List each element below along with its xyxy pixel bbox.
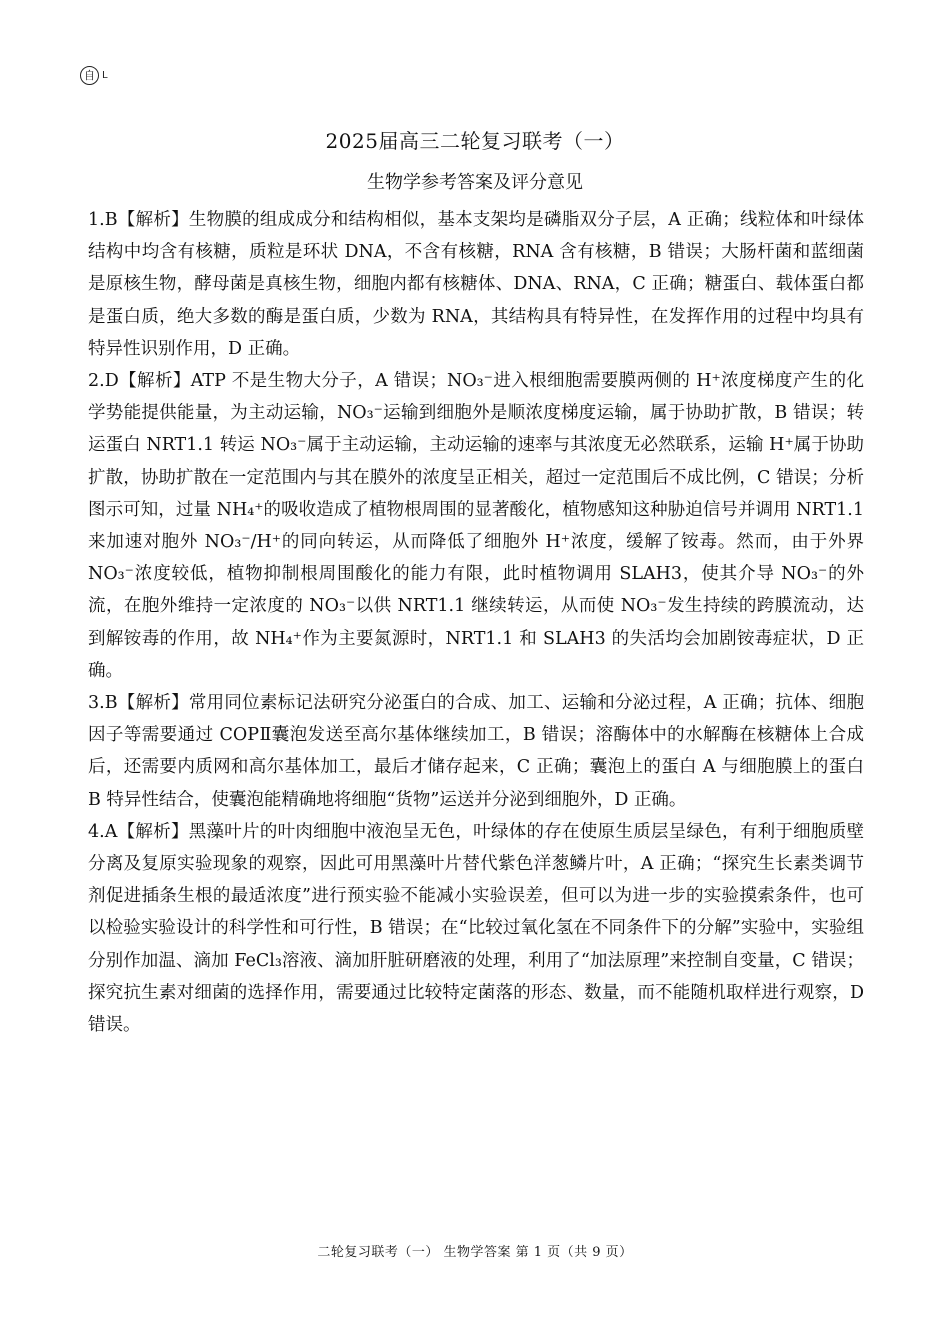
answer-4: 4.A【解析】黑藻叶片的叶肉细胞中液泡呈无色，叶绿体的存在使原生质层呈绿色，有利于细胞质壁分离及复原实验现象的观察，因此可用黑藻叶片替代紫色洋葱鳞片叶，A 正确；“探究生长素类调节剂促进插条生根的最适浓度”进行预实验不能减小实验误差，但可以为进一步的实验摸索条件，也可以检验实验设计的科学性和可行性，B 错误；在“比较过氧化氢在不同条件下的分解”实验中，实验组分别作加温、滴加 FeCl₃溶液、滴加肝脏研磨液的处理，利用了“加法原理”来控制自变量，C 错误；探究抗生素对细菌的选择作用，需要通过比较特定菌落的形态、数量，而不能随机取样进行观察，D 错误。	[88, 821, 864, 1036]
answer-2: 2.D【解析】ATP 不是生物大分子，A 错误；NO₃⁻进入根细胞需要膜两侧的 H⁺浓度梯度产生的化学势能提供能量，为主动运输，NO₃⁻运输到细胞外是顺浓度梯度运输，属于协助扩散，B 错误；转运蛋白 NRT1.1 转运 NO₃⁻属于主动运输，主动运输的速率与其浓度无必然联系，运输 H⁺属于协助扩散，协助扩散在一定范围内与其在膜外的浓度呈正相关，超过一定范围后不成比例，C 错误；分析图示可知，过量 NH₄⁺的吸收造成了植物根周围的显著酸化，植物感知这种胁迫信号并调用 NRT1.1 来加速对胞外 NO₃⁻/H⁺的同向转运，从而降低了细胞外 H⁺浓度，缓解了铵毒。然而，由于外界 NO₃⁻浓度较低，植物抑制根周围酸化的能力有限，此时植物调用 SLAH3，使其介导 NO₃⁻的外流，在胞外维持一定浓度的 NO₃⁻以供 NRT1.1 继续转运，从而使 NO₃⁻发生持续的跨膜流动，达到解铵毒的作用，故 NH₄⁺作为主要氮源时，NRT1.1 和 SLAH3 的失活均会加剧铵毒症状，D 正确。	[88, 371, 864, 681]
answer-1: 1.B【解析】生物膜的组成成分和结构相似，基本支架均是磷脂双分子层，A 正确；线粒体和叶绿体结构中均含有核糖，质粒是环状 DNA，不含有核糖，RNA 含有核糖，B 错误；大肠杆菌和蓝细菌是原核生物，酵母菌是真核生物，细胞内都有核糖体、DNA、RNA，C 正确；糖蛋白、载体蛋白都是蛋白质，绝大多数的酶是蛋白质，少数为 RNA，其结构具有特异性，在发挥作用的过程中均具有特异性识别作用，D 正确。	[88, 210, 864, 359]
page-subtitle: 生物学参考答案及评分意见	[367, 172, 583, 193]
publisher-logo	[80, 66, 108, 85]
page-footer: 二轮复习联考（一） 生物学答案 第 1 页（共 9 页）	[317, 1245, 633, 1260]
logo-mark: 自	[80, 66, 99, 85]
logo-tail: L	[102, 70, 108, 81]
answer-content	[88, 204, 864, 1041]
answer-3: 3.B【解析】常用同位素标记法研究分泌蛋白的合成、加工、运输和分泌过程，A 正确；抗体、细胞因子等需要通过 COPⅡ囊泡发送至高尔基体继续加工，B 错误；溶酶体中的水解酶在核糖体上合成后，还需要内质网和高尔基体加工，最后才储存起来，C 正确；囊泡上的蛋白 A 与细胞膜上的蛋白 B 特异性结合，使囊泡能精确地将细胞“货物”运送并分泌到细胞外，D 正确。	[88, 693, 864, 810]
page-title: 2025届高三二轮复习联考（一）	[325, 129, 625, 153]
